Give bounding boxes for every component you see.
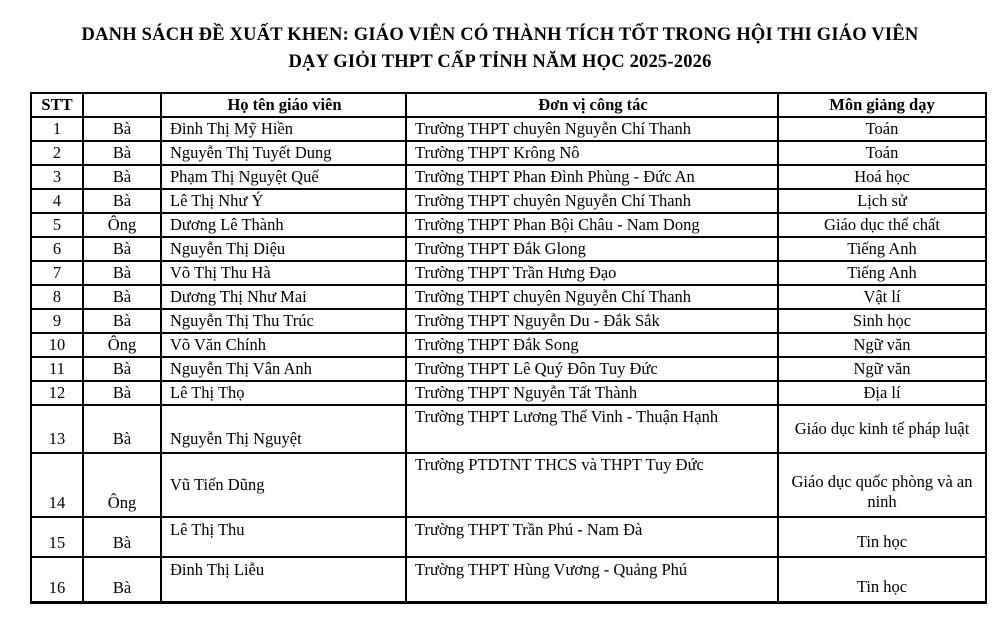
cell-title: Bà xyxy=(83,261,161,285)
cell-name: Võ Thị Thu Hà xyxy=(161,261,406,285)
cell-stt: 7 xyxy=(31,261,83,285)
cell-unit: Trường THPT Phan Bội Châu - Nam Dong xyxy=(406,213,778,237)
cell-unit: Trường THPT Hùng Vương - Quảng Phú xyxy=(406,557,778,602)
cell-name: Nguyễn Thị Nguyệt xyxy=(161,405,406,453)
cell-unit: Trường THPT Phan Đình Phùng - Đức An xyxy=(406,165,778,189)
cell-unit: Trường THPT Nguyễn Tất Thành xyxy=(406,381,778,405)
cell-stt: 10 xyxy=(31,333,83,357)
cell-stt: 1 xyxy=(31,117,83,141)
cell-stt: 2 xyxy=(31,141,83,165)
cell-stt: 12 xyxy=(31,381,83,405)
cell-stt: 13 xyxy=(31,405,83,453)
cell-subject: Vật lí xyxy=(778,285,986,309)
cell-stt: 8 xyxy=(31,285,83,309)
cell-stt: 11 xyxy=(31,357,83,381)
cell-subject: Ngữ văn xyxy=(778,357,986,381)
cell-title: Ông xyxy=(83,453,161,517)
table-row xyxy=(31,165,986,189)
cell-unit: Trường THPT chuyên Nguyễn Chí Thanh xyxy=(406,285,778,309)
cell-stt: 4 xyxy=(31,189,83,213)
table-row xyxy=(31,261,986,285)
cell-subject: Lịch sử xyxy=(778,189,986,213)
table-row xyxy=(31,517,986,557)
table-row xyxy=(31,405,986,453)
table-row xyxy=(31,333,986,357)
teachers-table xyxy=(30,92,987,604)
document-title-line1: DANH SÁCH ĐỀ XUẤT KHEN: GIÁO VIÊN CÓ THÀNH TÍCH TỐT TRONG HỘI THI GIÁO VIÊN xyxy=(81,25,919,45)
cell-subject: Giáo dục thể chất xyxy=(778,213,986,237)
table-row xyxy=(31,557,986,602)
cell-name: Phạm Thị Nguyệt Quế xyxy=(161,165,406,189)
cell-stt: 6 xyxy=(31,237,83,261)
cell-name: Dương Thị Như Mai xyxy=(161,285,406,309)
cell-subject: Sinh học xyxy=(778,309,986,333)
table-row xyxy=(31,285,986,309)
cell-title: Bà xyxy=(83,117,161,141)
document-title xyxy=(20,22,980,76)
cell-title: Bà xyxy=(83,141,161,165)
cell-unit: Trường THPT Nguyễn Du - Đắk Sắk xyxy=(406,309,778,333)
cell-title: Ông xyxy=(83,333,161,357)
document-title-line2: DẠY GIỎI THPT CẤP TỈNH NĂM HỌC 2025-2026 xyxy=(288,51,712,72)
cell-subject: Toán xyxy=(778,141,986,165)
table-row xyxy=(31,453,986,517)
cell-title: Bà xyxy=(83,381,161,405)
cell-stt: 16 xyxy=(31,557,83,602)
header-title xyxy=(83,93,161,117)
cell-name: Nguyễn Thị Diệu xyxy=(161,237,406,261)
cell-subject: Hoá học xyxy=(778,165,986,189)
header-name: Họ tên giáo viên xyxy=(161,93,406,117)
cell-unit: Trường PTDTNT THCS và THPT Tuy Đức xyxy=(406,453,778,517)
cell-title: Bà xyxy=(83,309,161,333)
cell-title: Bà xyxy=(83,357,161,381)
cell-subject: Toán xyxy=(778,117,986,141)
cell-name: Lê Thị Thọ xyxy=(161,381,406,405)
cell-subject: Tiếng Anh xyxy=(778,237,986,261)
cell-title: Bà xyxy=(83,405,161,453)
cell-name: Vũ Tiến Dũng xyxy=(161,453,406,517)
cell-stt: 3 xyxy=(31,165,83,189)
cell-title: Bà xyxy=(83,517,161,557)
cell-name: Nguyễn Thị Tuyết Dung xyxy=(161,141,406,165)
cell-title: Bà xyxy=(83,285,161,309)
cell-subject: Tin học xyxy=(778,517,986,557)
cell-name: Lê Thị Như Ý xyxy=(161,189,406,213)
cell-unit: Trường THPT Đắk Glong xyxy=(406,237,778,261)
cell-title: Bà xyxy=(83,165,161,189)
table-body xyxy=(31,117,986,602)
table-row xyxy=(31,117,986,141)
cell-subject: Giáo dục quốc phòng và an ninh xyxy=(778,453,986,517)
header-stt: STT xyxy=(31,93,83,117)
cell-stt: 15 xyxy=(31,517,83,557)
cell-subject: Giáo dục kinh tế pháp luật xyxy=(778,405,986,453)
cell-name: Dương Lê Thành xyxy=(161,213,406,237)
cell-name: Đinh Thị Mỹ Hiền xyxy=(161,117,406,141)
cell-unit: Trường THPT Trần Phú - Nam Đà xyxy=(406,517,778,557)
cell-subject: Địa lí xyxy=(778,381,986,405)
cell-name: Đinh Thị Liễu xyxy=(161,557,406,602)
cell-unit: Trường THPT chuyên Nguyễn Chí Thanh xyxy=(406,117,778,141)
header-unit: Đơn vị công tác xyxy=(406,93,778,117)
table-row xyxy=(31,381,986,405)
table-row xyxy=(31,213,986,237)
cell-unit: Trường THPT Krông Nô xyxy=(406,141,778,165)
cell-unit: Trường THPT chuyên Nguyễn Chí Thanh xyxy=(406,189,778,213)
table-header xyxy=(31,93,986,117)
cell-title: Bà xyxy=(83,189,161,213)
cell-stt: 14 xyxy=(31,453,83,517)
table-row xyxy=(31,309,986,333)
cell-unit: Trường THPT Lê Quý Đôn Tuy Đức xyxy=(406,357,778,381)
table-row xyxy=(31,189,986,213)
table-header-row xyxy=(31,93,986,117)
cell-stt: 5 xyxy=(31,213,83,237)
cell-stt: 9 xyxy=(31,309,83,333)
cell-subject: Ngữ văn xyxy=(778,333,986,357)
cell-name: Lê Thị Thu xyxy=(161,517,406,557)
cell-unit: Trường THPT Đắk Song xyxy=(406,333,778,357)
header-subject: Môn giảng dạy xyxy=(778,93,986,117)
cell-unit: Trường THPT Trần Hưng Đạo xyxy=(406,261,778,285)
cell-name: Võ Văn Chính xyxy=(161,333,406,357)
cell-subject: Tiếng Anh xyxy=(778,261,986,285)
cell-name: Nguyễn Thị Thu Trúc xyxy=(161,309,406,333)
cell-title: Bà xyxy=(83,557,161,602)
cell-name: Nguyễn Thị Vân Anh xyxy=(161,357,406,381)
table-row xyxy=(31,141,986,165)
table-row xyxy=(31,357,986,381)
table-row xyxy=(31,237,986,261)
cell-subject: Tin học xyxy=(778,557,986,602)
cell-title: Bà xyxy=(83,237,161,261)
cell-title: Ông xyxy=(83,213,161,237)
cell-unit: Trường THPT Lương Thế Vinh - Thuận Hạnh xyxy=(406,405,778,453)
